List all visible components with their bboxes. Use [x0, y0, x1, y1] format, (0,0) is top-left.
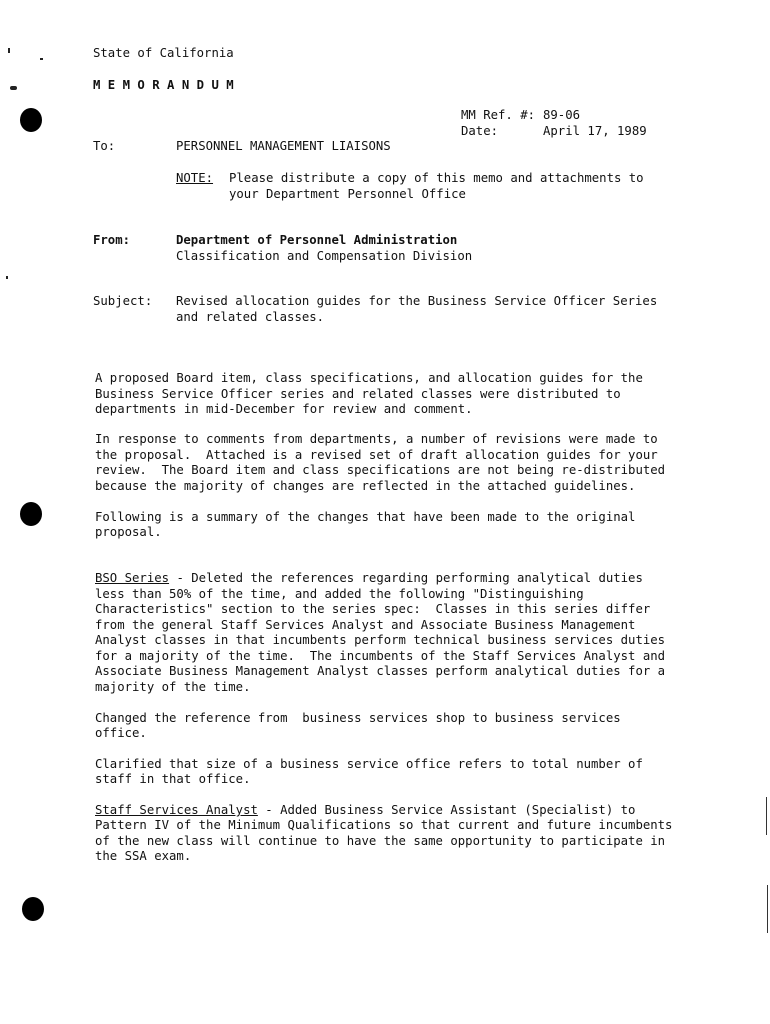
body-line: departments in mid-December for review and comment. [95, 402, 473, 416]
agency-name: State of California [93, 46, 234, 60]
ref-value: 89-06 [543, 108, 581, 122]
body-line: Clarified that size of a business service office refers to total number of [95, 757, 643, 771]
body-line: Analyst classes in that incumbents perform technical business services duties [95, 633, 666, 647]
body-line: the proposal. Attached is a revised set of draft allocation guides for your [95, 448, 658, 462]
memo-title: M E M O R A N D U M [93, 78, 234, 92]
ssa-heading: Staff Services Analyst [95, 803, 258, 817]
body-line: proposal. [95, 525, 162, 539]
body-line-text: - Deleted the references regarding performing analytical duties [169, 571, 643, 585]
body-line: for a majority of the time. The incumbents of the Staff Services Analyst and [95, 649, 666, 663]
scan-speck [6, 276, 8, 279]
body-line: Pattern IV of the Minimum Qualifications so that current and future incumbents [95, 818, 673, 832]
punch-hole-middle [20, 502, 42, 526]
body-line: from the general Staff Services Analyst and Associate Business Management [95, 618, 636, 632]
body-line: the SSA exam. [95, 849, 192, 863]
body-line: Associate Business Management Analyst classes perform analytical duties for a [95, 664, 666, 678]
body-line: of the new class will continue to have the same opportunity to participate in [95, 834, 666, 848]
scan-edge-line [767, 885, 768, 933]
date-value: April 17, 1989 [543, 124, 647, 138]
body-line: because the majority of changes are reflected in the attached guidelines. [95, 479, 636, 493]
scan-speck [8, 48, 10, 53]
body-line: Changed the reference from business services shop to business services [95, 711, 621, 725]
body-line: less than 50% of the time, and added the following "Distinguishing [95, 587, 584, 601]
scan-speck [40, 58, 43, 60]
body-line: Business Service Officer series and related classes were distributed to [95, 387, 621, 401]
body-line [95, 803, 635, 819]
body-line: Characteristics" section to the series spec: Classes in this series differ [95, 602, 651, 616]
body-line: review. The Board item and class specifications are not being re-distributed [95, 463, 666, 477]
body-line [95, 571, 643, 587]
body-line: staff in that office. [95, 772, 251, 786]
punch-hole-top [20, 108, 42, 132]
date-label: Date: [461, 124, 499, 138]
note-label: NOTE: [176, 171, 214, 185]
body-line: majority of the time. [95, 680, 251, 694]
from-label: From: [93, 233, 131, 247]
from-line: Classification and Compensation Division [176, 249, 473, 263]
ref-label: MM Ref. #: [461, 108, 536, 122]
to-value: PERSONNEL MANAGEMENT LIAISONS [176, 139, 391, 153]
punch-hole-bottom [22, 897, 44, 921]
scan-speck [10, 86, 17, 90]
body-line-text: - Added Business Service Assistant (Specialist) to [257, 803, 636, 817]
subject-line: and related classes. [176, 310, 325, 324]
note-line: Please distribute a copy of this memo and attachments to [229, 171, 644, 185]
body-line: office. [95, 726, 147, 740]
subject-line: Revised allocation guides for the Business Service Officer Series [176, 294, 658, 308]
body-line: A proposed Board item, class specifications, and allocation guides for the [95, 371, 643, 385]
bso-series-heading: BSO Series [95, 571, 170, 585]
body-line: Following is a summary of the changes that have been made to the original [95, 510, 636, 524]
to-label: To: [93, 139, 116, 153]
from-line: Department of Personnel Administration [176, 233, 458, 247]
note-line: your Department Personnel Office [229, 187, 466, 201]
subject-label: Subject: [93, 294, 153, 308]
scan-edge-line [766, 797, 767, 835]
body-line: In response to comments from departments, a number of revisions were made to [95, 432, 658, 446]
